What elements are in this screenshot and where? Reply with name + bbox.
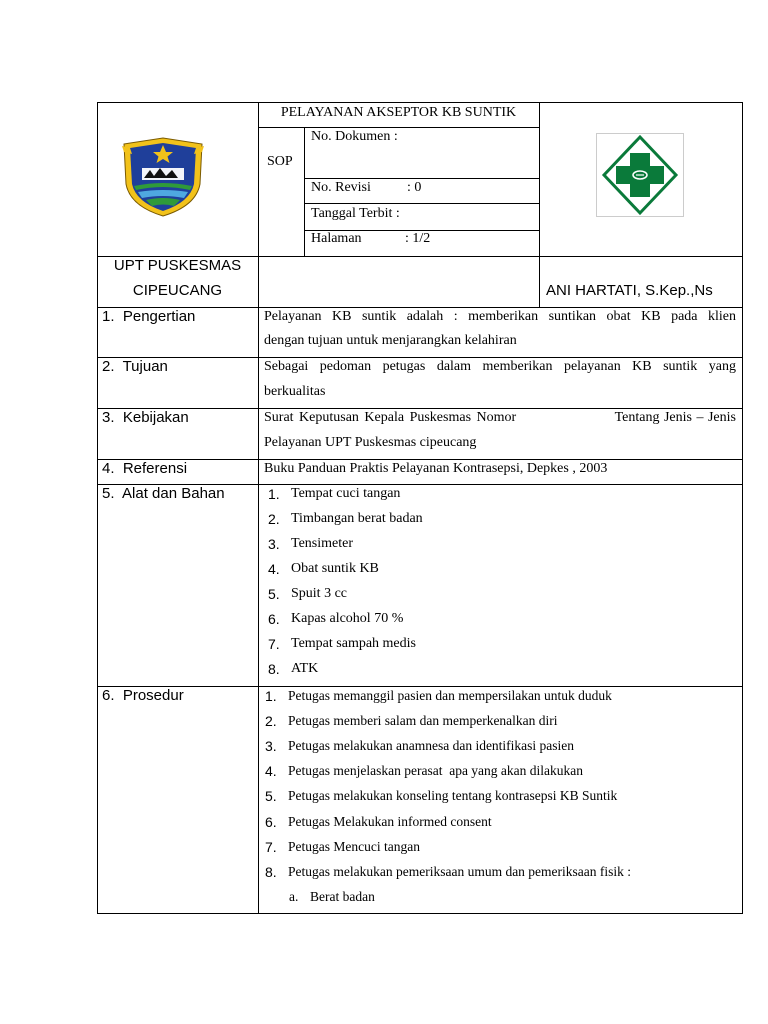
list-item-text: Tensimeter [291,536,353,551]
org-name-line1: UPT PUSKESMAS [113,257,242,274]
list-item-number: 4. [268,561,280,577]
list-item-text: Petugas Melakukan informed consent [288,814,492,829]
document-title: PELAYANAN AKSEPTOR KB SUNTIK [280,105,517,120]
list-item-text: Petugas melakukan pemeriksaan umum dan pemeriksaan fisik : [288,864,632,879]
list-item-text: Tempat cuci tangan [291,486,401,501]
tujuan-line2: berkualitas [264,384,326,399]
list-item-number: 5. [268,586,280,602]
list-item-number: 6. [268,611,280,627]
label-alat-dan-bahan: 5. Alat dan Bahan [102,485,225,502]
list-item-number: 3. [265,738,277,754]
referensi-text: Buku Panduan Praktis Pelayanan Kontrasepsi, Depkes , 2003 [264,461,608,476]
list-item-text: Kapas alcohol 70 % [291,611,404,626]
pengertian-line1: Pelayanan KB suntik adalah : memberikan suntikan obat KB pada klien [264,309,736,324]
list-item-text: Petugas menjelaskan perasat apa yang akan dilakukan [288,763,584,778]
label-kebijakan: 3. Kebijakan [102,409,189,426]
tanggal-terbit-label: Tanggal Terbit : [311,206,400,221]
kebijakan-line2: Pelayanan UPT Puskesmas cipeucang [264,435,477,450]
org-name-line2: CIPEUCANG [132,282,223,299]
no-revisi-value: : 0 [407,180,422,195]
label-prosedur: 6. Prosedur [102,687,184,704]
list-item-number: 2. [268,511,280,527]
kebijakan-line1b: Tentang Jenis – Jenis [614,410,736,425]
sub-item-text: Berat badan [310,889,375,904]
list-item-number: 4. [265,763,277,779]
list-item-text: Tempat sampah medis [291,636,416,651]
list-item-text: Petugas melakukan konseling tentang kontrasepsi KB Suntik [288,788,618,803]
list-item-text: Obat suntik KB [291,561,379,576]
list-item-number: 1. [265,688,277,704]
list-item-text: Spuit 3 cc [291,586,347,601]
list-item-text: Petugas Mencuci tangan [288,839,420,854]
halaman-label: Halaman [311,231,362,246]
list-item-number: 3. [268,536,280,552]
pengertian-line2: dengan tujuan untuk menjarangkan kelahiran [264,333,517,348]
list-item-number: 8. [268,661,280,677]
list-item-number: 7. [268,636,280,652]
list-item-text: Petugas memberi salam dan memperkenalkan diri [288,713,558,728]
list-item-text: Petugas memanggil pasien dan mempersilakan untuk duduk [288,688,612,703]
puskesmas-green-cross-icon [596,133,684,217]
signatory-name: ANI HARTATI, S.Kep.,Ns [546,282,713,299]
label-pengertian: 1. Pengertian [102,308,196,325]
sub-item-letter: a. [289,889,299,904]
list-item-number: 2. [265,713,277,729]
list-item-number: 7. [265,839,277,855]
list-item-text: Timbangan berat badan [291,511,423,526]
sop-label: SOP [267,154,293,169]
list-item-number: 5. [265,788,277,804]
label-tujuan: 2. Tujuan [102,358,168,375]
no-revisi-label: No. Revisi [311,180,371,195]
list-item-number: 8. [265,864,277,880]
no-dokumen-label: No. Dokumen : [311,129,398,144]
kebijakan-line1a: Surat Keputusan Kepala Puskesmas Nomor [264,410,517,425]
regency-crest-icon [120,132,206,220]
list-item-text: ATK [291,661,319,676]
label-referensi: 4. Referensi [102,460,188,477]
list-item-text: Petugas melakukan anamnesa dan identifikasi pasien [288,738,575,753]
list-item-number: 1. [268,486,280,502]
tujuan-line1: Sebagai pedoman petugas dalam memberikan pelayanan KB suntik yang [264,359,736,374]
list-item-number: 6. [265,814,277,830]
halaman-value: : 1/2 [405,231,431,246]
